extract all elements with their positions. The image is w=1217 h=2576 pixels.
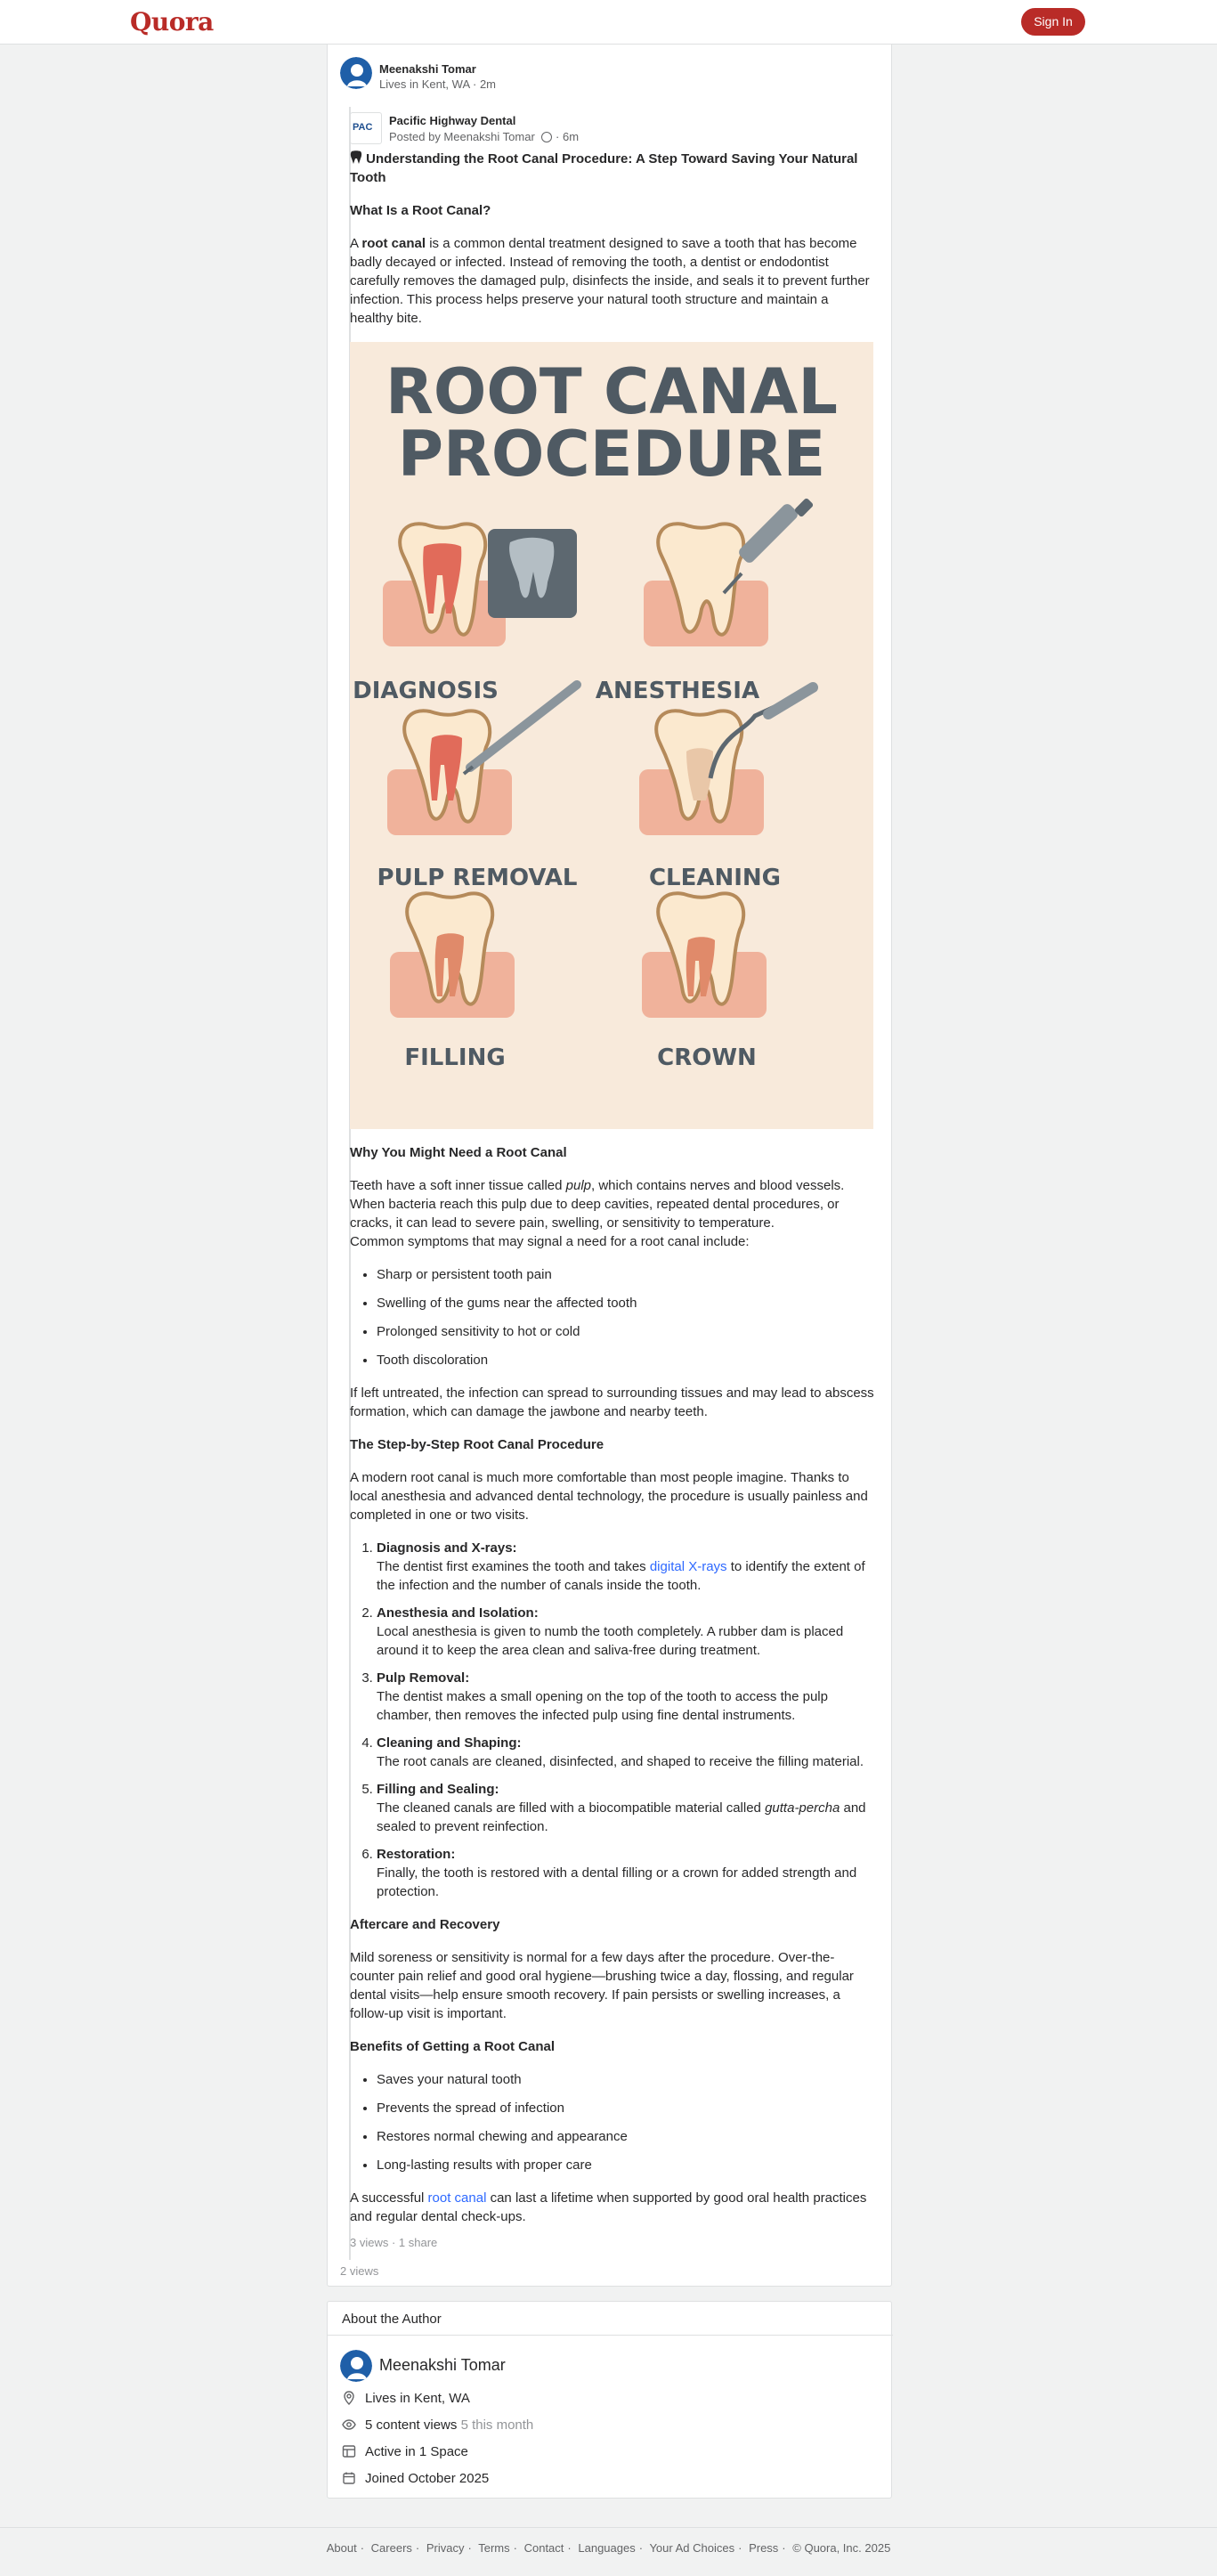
step-label-pulp-removal: PULP REMOVAL: [377, 865, 578, 891]
post-headline: [350, 150, 875, 187]
location-pin-icon: [342, 2391, 356, 2405]
about-joined-text: Joined October 2025: [365, 2471, 490, 2486]
footer-divider: [0, 2527, 1217, 2528]
space-logo[interactable]: PAC: [350, 112, 382, 144]
calendar-icon: [342, 2471, 356, 2485]
about-header: About the Author: [328, 2302, 893, 2336]
separator: ·: [467, 2541, 472, 2555]
list-item: • Prolonged sensitivity to hot or cold: [377, 1322, 875, 1341]
text: A successful: [350, 2190, 428, 2206]
bold-text: root canal: [361, 236, 426, 251]
para-what: [350, 234, 875, 328]
heading-benefits: Benefits of Getting a Root Canal: [350, 2039, 556, 2054]
benefits-list: [350, 2070, 875, 2174]
footer-careers-link[interactable]: Careers: [370, 2541, 412, 2555]
author-meta: Lives in Kent, WA · 2m: [379, 77, 497, 91]
separator: ·: [513, 2541, 517, 2555]
text: is a common dental treatment designed to save a tooth that has become badly decayed or infected. Instead of removing the tooth, a dentist or endodontist carefully removes the damaged pulp, disinfects the inside, and seals it to prevent further infection. This process helps preserve your natural tooth structure and maintain a healthy bite.: [350, 236, 870, 326]
verified-icon: [541, 132, 552, 142]
footer-about-link[interactable]: About: [326, 2541, 357, 2555]
steps-list: [350, 1539, 875, 1901]
about-joined: [342, 2469, 489, 2489]
text: Teeth have a soft inner tissue called: [350, 1178, 566, 1193]
top-bar: [0, 0, 1217, 45]
spaces-icon: [342, 2444, 356, 2458]
list-item: • Prevents the spread of infection: [377, 2099, 875, 2117]
text: to identify the extent of the infection and the number of canals inside the tooth.: [377, 1559, 865, 1593]
list-item: • Restores normal chewing and appearance: [377, 2127, 875, 2146]
about-spaces: [342, 2442, 468, 2462]
posted-by: [389, 130, 579, 143]
separator: ·: [415, 2541, 420, 2555]
list-item: • Saves your natural tooth: [377, 2070, 875, 2089]
list-item: [377, 1845, 875, 1901]
italic-text: pulp: [565, 1178, 592, 1193]
digital-xrays-link[interactable]: digital X-rays: [649, 1559, 727, 1574]
text: and sealed to prevent reinfection.: [377, 1800, 866, 1834]
separator: ·: [738, 2541, 742, 2555]
step-label-diagnosis: DIAGNOSIS: [353, 678, 499, 704]
footer-contact-link[interactable]: Contact: [523, 2541, 564, 2555]
para-conclusion: [350, 2189, 875, 2226]
list-item: [377, 1604, 875, 1660]
step-title: Restoration:: [377, 1847, 456, 1862]
infographic-title-line1: ROOT CANAL: [385, 355, 838, 428]
footer-ad-choices-link[interactable]: Your Ad Choices: [649, 2541, 735, 2555]
posted-time: · 6m: [556, 130, 580, 143]
step-title: Pulp Removal:: [377, 1670, 470, 1686]
heading-why: Why You Might Need a Root Canal: [350, 1145, 567, 1160]
text: Finally, the tooth is restored with a dental filling or a crown for added strength and protection.: [377, 1865, 857, 1899]
step-label-cleaning: CLEANING: [648, 865, 782, 891]
text: The dentist makes a small opening on the top of the tooth to access the pulp chamber, then removes the infected pulp using fine dental instruments.: [377, 1689, 828, 1723]
list-item: • Swelling of the gums near the affected tooth: [377, 1294, 875, 1312]
text: Local anesthesia is given to numb the tooth completely. A rubber dam is placed around it to keep the area clean and saliva-free during treatment.: [377, 1624, 844, 1658]
list-item: • Tooth discoloration: [377, 1351, 875, 1369]
para-modern: A modern root canal is much more comfortable than most people imagine. Thanks to local anesthesia and advanced dental technology, the procedure is usually painless and completed in one or two visits.: [350, 1470, 868, 1523]
list-item: [377, 1780, 875, 1836]
separator: ·: [638, 2541, 644, 2555]
para-aftercare: Mild soreness or sensitivity is normal for a few days after the procedure. Over-the-counter pain relief and good oral hygiene—brushing twice a day, flossing, and regular dental visits—help ensure smooth recovery. If pain persists or swelling increases, a follow-up visit is important.: [350, 1950, 854, 2021]
sign-in-button[interactable]: Sign In: [1021, 8, 1085, 36]
step-title: Filling and Sealing:: [377, 1782, 499, 1797]
list-item: • Sharp or persistent tooth pain: [377, 1265, 875, 1284]
footer-copyright: © Quora, Inc. 2025: [792, 2541, 891, 2555]
post-content: [350, 150, 875, 2252]
step-title: Anesthesia and Isolation:: [377, 1605, 539, 1621]
para-untreated: If left untreated, the infection can spread to surrounding tissues and may lead to abscess formation, which can damage the jawbone and nearby teeth.: [350, 1386, 874, 1419]
about-spaces-text[interactable]: Active in 1 Space: [365, 2444, 468, 2459]
step-title: Cleaning and Shaping:: [377, 1735, 522, 1751]
author-avatar[interactable]: [340, 57, 372, 89]
italic-text: gutta-percha: [765, 1800, 840, 1816]
infographic-title-line2: PROCEDURE: [397, 418, 826, 491]
separator: ·: [360, 2541, 365, 2555]
separator: ·: [782, 2541, 786, 2555]
separator: ·: [567, 2541, 572, 2555]
root-canal-link[interactable]: root canal: [427, 2190, 487, 2206]
step-label-filling: FILLING: [404, 1044, 506, 1071]
post-views[interactable]: 2 views: [340, 2264, 379, 2278]
about-location-text: Lives in Kent, WA: [365, 2391, 470, 2406]
footer-terms-link[interactable]: Terms: [478, 2541, 510, 2555]
list-item: [377, 1734, 875, 1771]
list-item: • Long-lasting results with proper care: [377, 2156, 875, 2174]
footer-press-link[interactable]: Press: [749, 2541, 779, 2555]
tooth-icon: [350, 151, 366, 167]
about-name[interactable]: Meenakshi Tomar: [379, 2356, 506, 2374]
eye-icon: [342, 2418, 356, 2432]
text: can last a lifetime when supported by good oral health practices and regular dental check-ups.: [350, 2190, 867, 2224]
footer-privacy-link[interactable]: Privacy: [426, 2541, 465, 2555]
about-views-text: 5 content views: [365, 2418, 458, 2433]
quora-logo[interactable]: Quora: [130, 7, 214, 37]
text: The cleaned canals are filled with a biocompatible material called: [377, 1800, 766, 1816]
shared-post-stats[interactable]: 3 views · 1 share: [350, 2236, 438, 2249]
text: , which contains nerves and blood vessels. When bacteria reach this pulp due to deep cavities, repeated dental procedures, or cracks, it can lead to severe pain, swelling, or sensitivity to temperature.: [350, 1178, 845, 1231]
step-label-crown: CROWN: [657, 1044, 757, 1071]
step-label-anesthesia: ANESTHESIA: [595, 678, 760, 704]
about-views-month: 5 this month: [460, 2418, 534, 2433]
heading-what: What Is a Root Canal?: [350, 203, 491, 218]
heading-steps: The Step-by-Step Root Canal Procedure: [350, 1437, 604, 1452]
author-name[interactable]: Meenakshi Tomar: [379, 62, 476, 76]
para-symptoms-intro: Common symptoms that may signal a need for a root canal include:: [350, 1234, 750, 1249]
about-location: [342, 2389, 470, 2409]
about-views: [342, 2416, 533, 2435]
posted-by-label[interactable]: Posted by Meenakshi Tomar: [389, 130, 535, 143]
list-item: [377, 1539, 875, 1595]
about-author-card: [327, 2301, 892, 2499]
footer: [0, 2541, 1217, 2555]
root-canal-infographic[interactable]: [350, 342, 873, 1129]
symptoms-list: [350, 1265, 875, 1369]
footer-languages-link[interactable]: Languages: [578, 2541, 636, 2555]
para-why: [350, 1176, 875, 1232]
text: The root canals are cleaned, disinfected, and shaped to receive the filling material.: [377, 1754, 864, 1769]
text: A: [350, 236, 362, 251]
about-avatar[interactable]: [340, 2350, 372, 2382]
step-title: Diagnosis and X-rays:: [377, 1540, 517, 1556]
heading-aftercare: Aftercare and Recovery: [350, 1917, 500, 1932]
space-name[interactable]: Pacific Highway Dental: [389, 114, 516, 127]
list-item: [377, 1669, 875, 1725]
text: The dentist first examines the tooth and takes: [377, 1559, 650, 1574]
headline-text: Understanding the Root Canal Procedure: A Step Toward Saving Your Natural Tooth: [350, 151, 858, 185]
